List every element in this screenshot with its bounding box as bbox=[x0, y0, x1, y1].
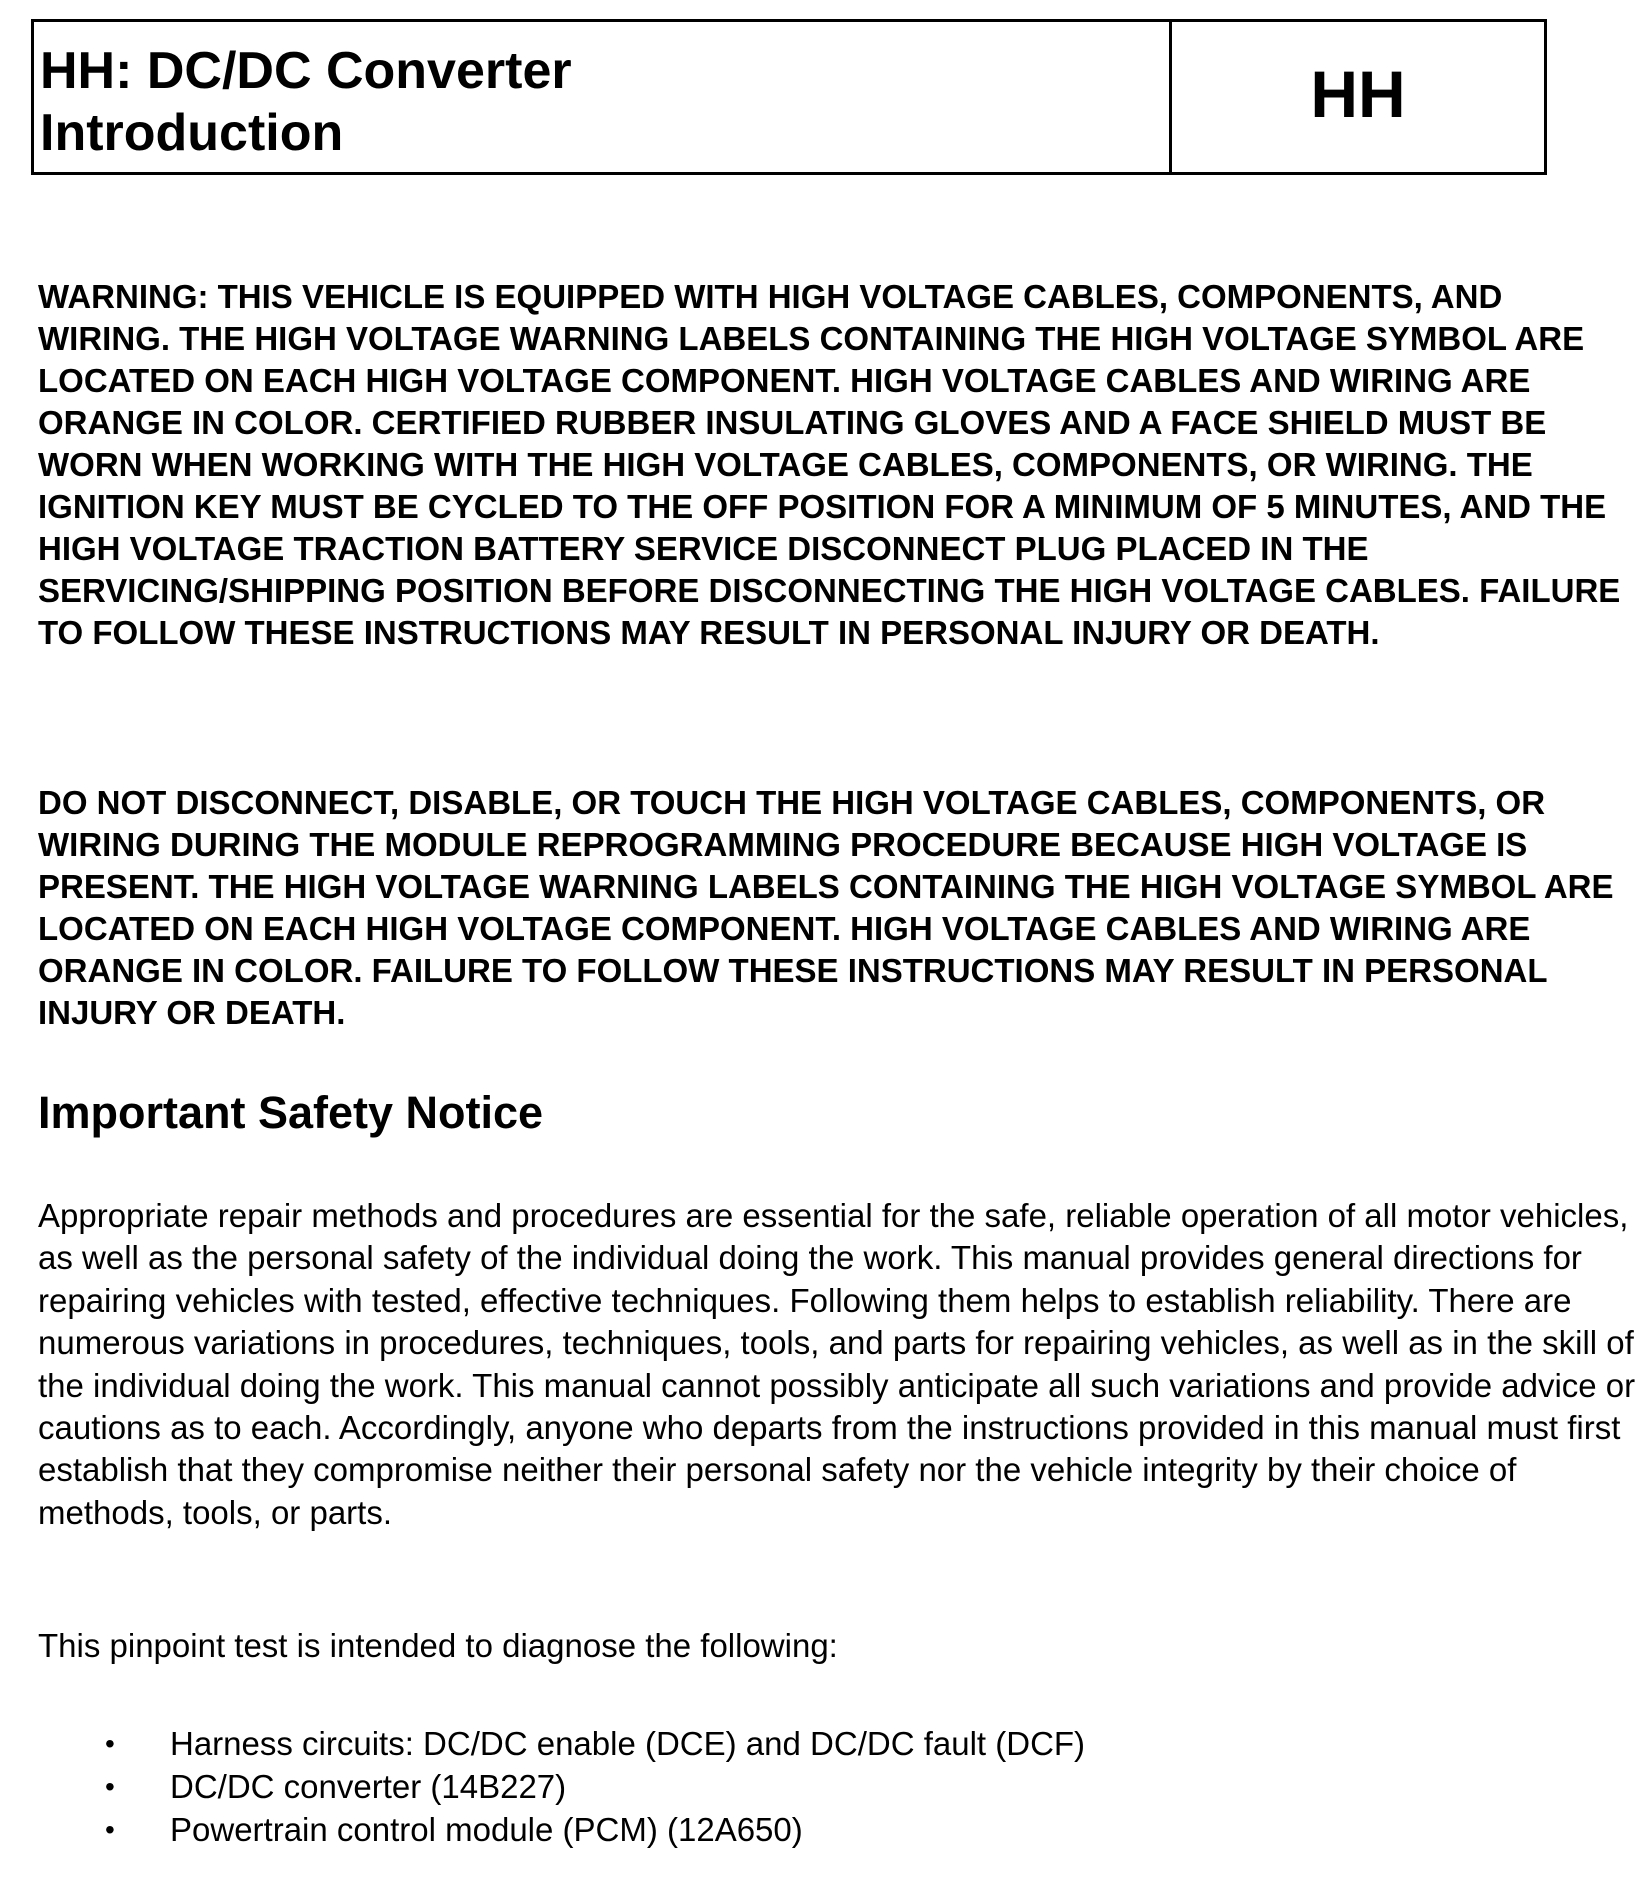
reprogramming-warning: DO NOT DISCONNECT, DISABLE, OR TOUCH THE HIGH VOLTAGE CABLES, COMPONENTS, OR WIRING DURING THE MODULE REPROGRAMMING PROCEDURE BECAUSE HIGH VOLTAGE IS PRESENT. THE HIGH VOLTAGE WARNING LABELS CONTAINING THE HIGH VOLTAGE SYMBOL ARE LOCATED ON EACH HIGH VOLTAGE COMPONENT. HIGH VOLTAGE CABLES AND WIRING ARE ORANGE IN COLOR. FAILURE TO FOLLOW THESE INSTRUCTIONS MAY RESULT IN PERSONAL INJURY OR DEATH. bbox=[38, 784, 1614, 1031]
list-item bbox=[38, 1722, 1085, 1765]
bullet-icon: • bbox=[105, 1814, 115, 1845]
diagnosis-list bbox=[38, 1722, 1085, 1851]
pinpoint-intro: This pinpoint test is intended to diagnose the following: bbox=[38, 1627, 838, 1664]
list-item bbox=[38, 1808, 1085, 1851]
bullet-icon: • bbox=[105, 1728, 115, 1759]
safety-notice-heading: Important Safety Notice bbox=[38, 1087, 544, 1138]
page-title-line-2: Introduction bbox=[40, 104, 344, 162]
list-item-text: DC/DC converter (14B227) bbox=[170, 1768, 567, 1805]
list-item-text: Powertrain control module (PCM) (12A650) bbox=[170, 1811, 803, 1848]
list-item bbox=[38, 1765, 1085, 1808]
page-title bbox=[34, 22, 1172, 172]
page-title-line-1: HH: DC/DC Converter bbox=[40, 42, 572, 100]
bullet-icon: • bbox=[105, 1771, 115, 1802]
list-item-text: Harness circuits: DC/DC enable (DCE) and DC/DC fault (DCF) bbox=[170, 1725, 1086, 1762]
section-code: HH bbox=[1310, 57, 1406, 131]
safety-notice-paragraph: Appropriate repair methods and procedures are essential for the safe, reliable operation of all motor vehicles, as well as the personal safety of the individual doing the work. This manual provides general directions for repairing vehicles with tested, effective techniques. Following them helps to establish reliability. There are numerous variations in procedures, techniques, tools, and parts for repairing vehicles, as well as in the skill of the individual doing the work. This manual cannot possibly anticipate all such variations and provide advice or cautions as to each. Accordingly, anyone who departs from the instructions provided in this manual must first establish that they compromise neither their personal safety nor the vehicle integrity by their choice of methods, tools, or parts. bbox=[38, 1197, 1636, 1531]
high-voltage-warning: WARNING: THIS VEHICLE IS EQUIPPED WITH HIGH VOLTAGE CABLES, COMPONENTS, AND WIRING. THE HIGH VOLTAGE WARNING LABELS CONTAINING THE HIGH VOLTAGE SYMBOL ARE LOCATED ON EACH HIGH VOLTAGE COMPONENT. HIGH VOLTAGE CABLES AND WIRING ARE ORANGE IN COLOR. CERTIFIED RUBBER INSULATING GLOVES AND A FACE SHIELD MUST BE WORN WHEN WORKING WITH THE HIGH VOLTAGE CABLES, COMPONENTS, OR WIRING. THE IGNITION KEY MUST BE CYCLED TO THE OFF POSITION FOR A MINIMUM OF 5 MINUTES, AND THE HIGH VOLTAGE TRACTION BATTERY SERVICE DISCONNECT PLUG PLACED IN THE SERVICING/SHIPPING POSITION BEFORE DISCONNECTING THE HIGH VOLTAGE CABLES. FAILURE TO FOLLOW THESE INSTRUCTIONS MAY RESULT IN PERSONAL INJURY OR DEATH. bbox=[38, 278, 1621, 651]
header-box bbox=[31, 19, 1547, 175]
